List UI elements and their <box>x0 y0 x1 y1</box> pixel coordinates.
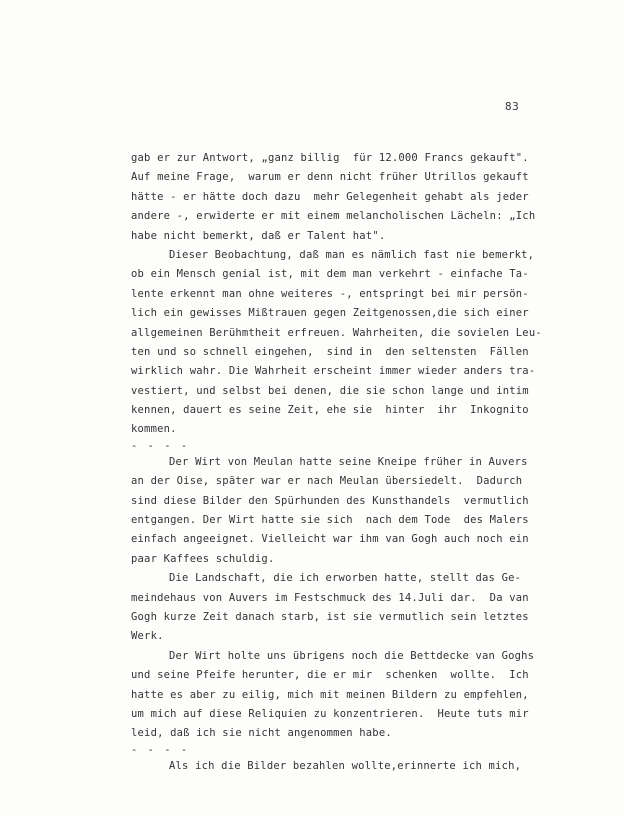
text-line: Der Wirt holte uns übrigens noch die Bettdecke van Goghs <box>169 649 535 662</box>
text-line: Gogh kurze Zeit danach starb, ist sie vermutlich sein letztes <box>131 610 529 623</box>
text-line: lente erkennt man ohne weiteres -, entspringt bei mir persön- <box>131 287 529 300</box>
text-line: paar Kaffees schuldig. <box>131 552 275 565</box>
text-line: Auf meine Frage, warum er denn nicht früher Utrillos gekauft <box>131 171 529 184</box>
text-line: ob ein Mensch genial ist, mit dem man verkehrt - einfache Ta- <box>131 268 529 281</box>
text-line: entgangen. Der Wirt hatte sie sich nach dem Tode des Malers <box>131 514 529 527</box>
text-line: andere -, erwiderte er mit einem melancholischen Lächeln: „Ich <box>131 210 536 223</box>
text-line: habe nicht bemerkt, daß er Talent hat". <box>131 229 386 242</box>
text-line: allgemeinen Berühmtheit erfreuen. Wahrheiten, die sovielen Leu- <box>131 326 542 339</box>
text-line: meindehaus von Auvers im Festschmuck des 14.Juli dar. Da van <box>131 591 529 604</box>
text-line: ten und so schnell eingehen, sind in den seltensten Fällen <box>131 345 529 358</box>
text-line: lich ein gewisses Mißtrauen gegen Zeitgenossen,die sich einer <box>131 307 529 320</box>
text-line: leid, daß ich sie nicht angenommen habe. <box>131 727 392 740</box>
text-line: Werk. <box>131 630 164 643</box>
text-line: um mich auf diese Reliquien zu konzentrieren. Heute tuts mir <box>131 707 529 720</box>
text-line: wirklich wahr. Die Wahrheit erscheint immer wieder anders tra- <box>131 365 536 378</box>
section-separator: - - - - <box>131 743 190 756</box>
text-line: hatte es aber zu eilig, mich mit meinen Bildern zu empfehlen, <box>131 688 529 701</box>
text-line: an der Oise, später war er nach Meulan übersiedelt. Dadurch <box>131 475 523 488</box>
text-line: Der Wirt von Meulan hatte seine Kneipe früher in Auvers <box>169 455 528 468</box>
text-line: sind diese Bilder den Spürhunden des Kunsthandels vermutlich <box>131 494 529 507</box>
text-line: kommen. <box>131 423 177 436</box>
text-line: Die Landschaft, die ich erworben hatte, stellt das Ge- <box>169 572 522 585</box>
text-line: Als ich die Bilder bezahlen wollte,erinnerte ich mich, <box>169 759 522 772</box>
text-line: Dieser Beobachtung, daß man es nämlich fast nie bemerkt, <box>169 248 535 261</box>
text-line: einfach angeeignet. Vielleicht war ihm van Gogh auch noch ein <box>131 533 529 546</box>
text-line: gab er zur Antwort, „ganz billig für 12.000 Francs gekauft". <box>131 152 529 164</box>
text-line: und seine Pfeife herunter, die er mir schenken wollte. Ich <box>131 669 529 682</box>
section-separator: - - - - <box>131 439 190 452</box>
text-line: kennen, dauert es seine Zeit, ehe sie hinter ihr Inkognito <box>131 404 529 417</box>
text-line: vestiert, und selbst bei denen, die sie schon lange und intim <box>131 384 529 397</box>
page-number: 83 <box>505 100 520 113</box>
text-line: hätte - er hätte doch dazu mehr Gelegenheit gehabt als jeder <box>131 190 529 203</box>
text-body <box>131 149 542 776</box>
